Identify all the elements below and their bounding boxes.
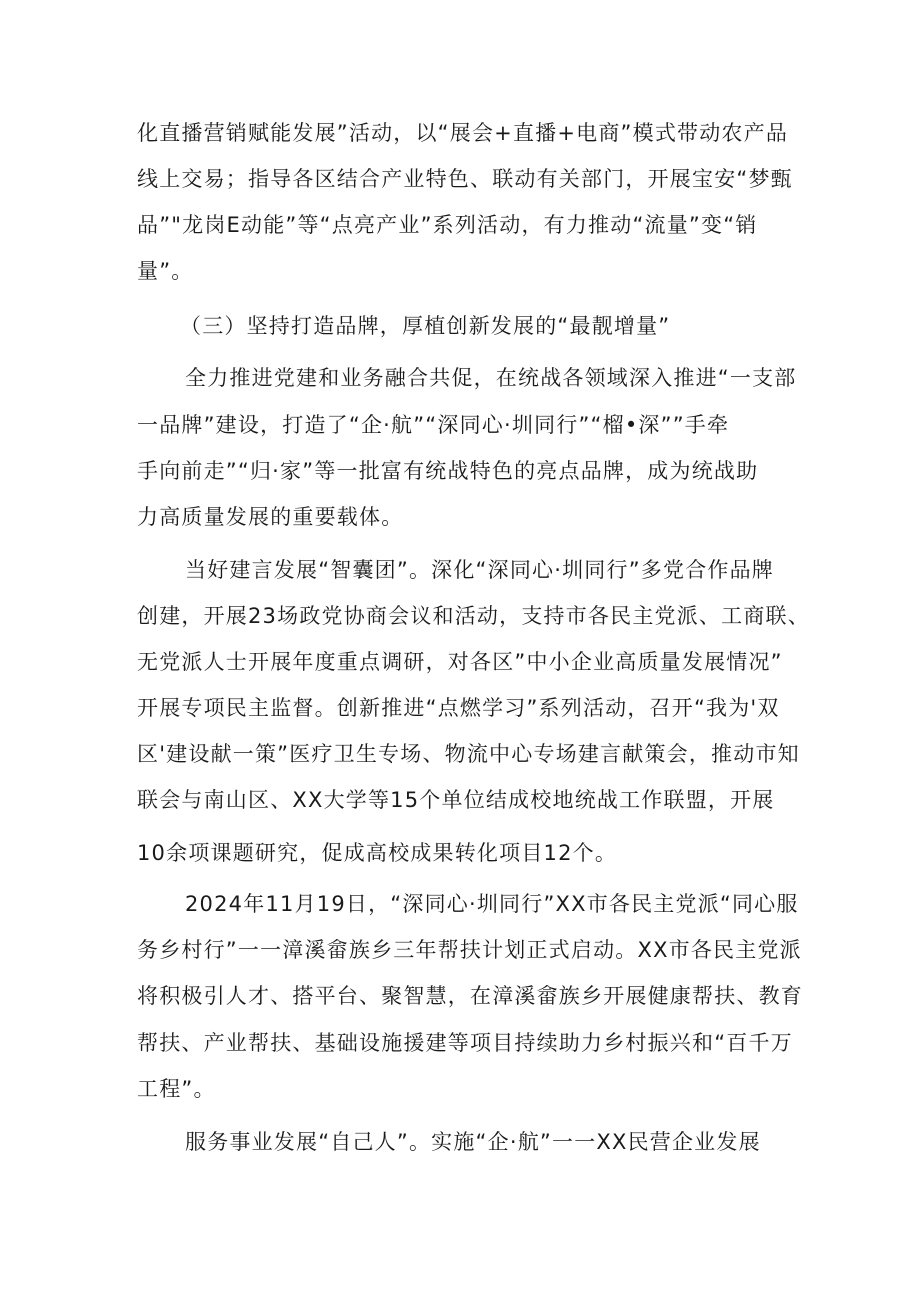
text-line: 帮扶、产业帮扶、基础设施援建等项目持续助力乡村振兴和“百千万	[137, 1031, 793, 1055]
text-line: 一品牌”建设，打造了“企·航”“深同心·圳同行”“榴•深””手牵	[137, 413, 730, 437]
text-line: 当好建言发展“智囊团”。深化“深同心·圳同行”多党合作品牌	[185, 558, 774, 582]
section-heading: （三）坚持打造品牌，厚植创新发展的“最靓增量”	[180, 314, 671, 338]
text-line: 创建，开展23场政党协商会议和活动，支持市各民主党派、工商联、	[137, 604, 810, 628]
text-line: 将积极引人才、搭平台、聚智慧，在漳溪畲族乡开展健康帮扶、教育	[137, 984, 803, 1008]
text-line: 10余项课题研究，促成高校成果转化项目12个。	[137, 841, 618, 865]
text-line: 品”"龙岗E动能”等“点亮产业”系列活动，有力推动“流量”变“销	[137, 213, 758, 237]
text-line: 无党派人士开展年度重点调研，对各区”中小企业高质量发展情况”	[137, 650, 783, 674]
text-line: 线上交易；指导各区结合产业特色、联动有关部门，开展宝安“梦甄	[137, 167, 793, 191]
text-line: 手向前走”“归·家”等一批富有统战特色的亮点品牌，成为统战助	[137, 459, 759, 483]
text-line: 工程”。	[137, 1077, 216, 1101]
text-line: 2024年11月19日，“深同心·圳同行”XX市各民主党派“同心服	[185, 892, 799, 916]
text-line: 量”。	[137, 259, 194, 283]
text-line: 服务事业发展“自己人”。实施“企·航”一一XX民营企业发展	[185, 1130, 761, 1154]
text-line: 开展专项民主监督。创新推进“点燃学习”系列活动，召开“我为'双	[137, 696, 780, 720]
text-line: 化直播营销赋能发展”活动，以“展会+直播+电商”模式带动农产品	[137, 121, 789, 145]
text-line: 联会与南山区、XX大学等15个单位结成校地统战工作联盟，开展	[137, 788, 775, 812]
text-line: 区'建设献一策”医疗卫生专场、物流中心专场建言献策会，推动市知	[137, 742, 800, 766]
text-line: 力高质量发展的重要载体。	[137, 505, 404, 529]
text-line: 务乡村行”一一漳溪畲族乡三年帮扶计划正式启动。XX市各民主党派	[137, 938, 802, 962]
text-line: 全力推进党建和业务融合共促，在统战各领域深入推进“一支部	[185, 366, 797, 390]
